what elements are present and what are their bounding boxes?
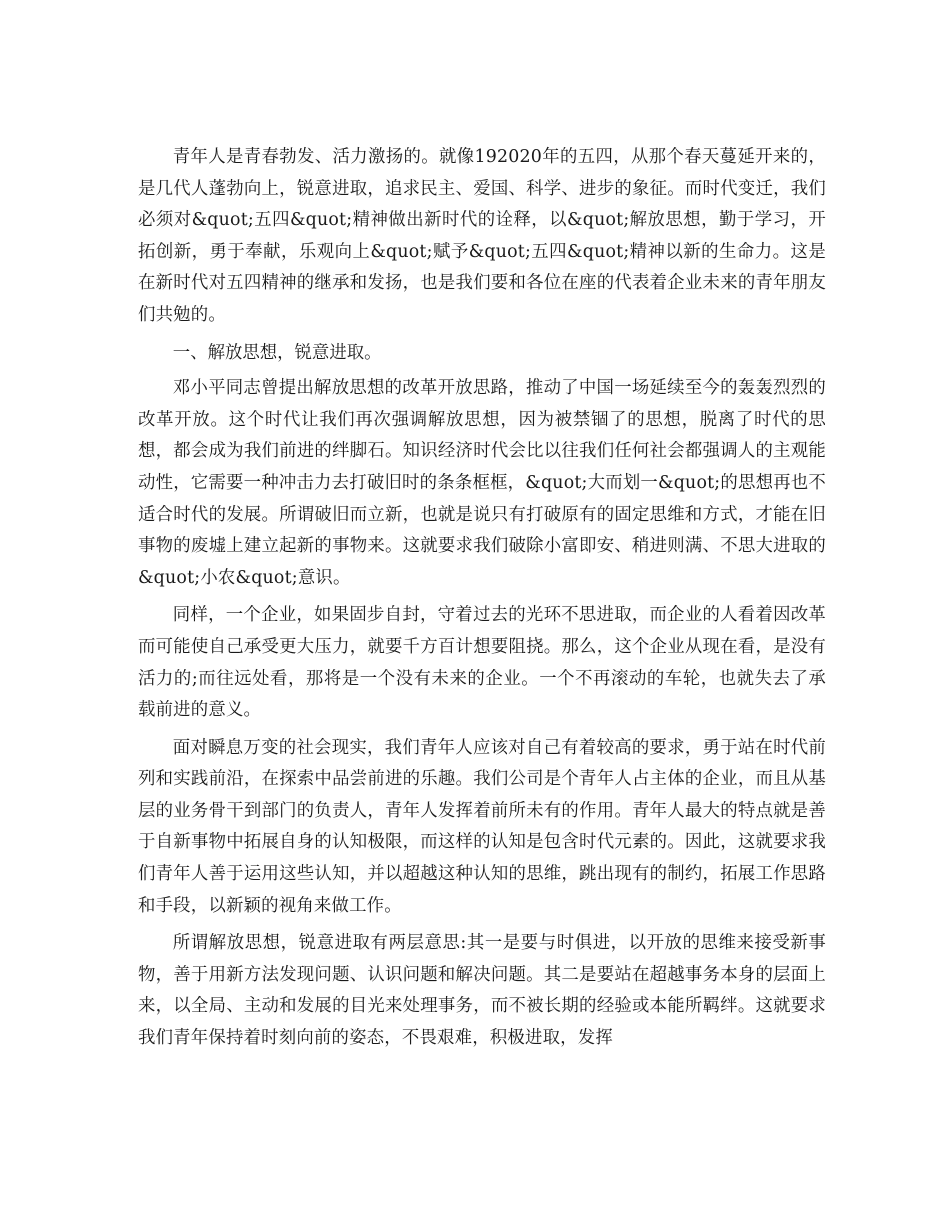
paragraph-intro: 青年人是青春勃发、活力激扬的。就像192020年的五四，从那个春天蔓延开来的，是几代人蓬勃向上，锐意进取，追求民主、爱国、科学、进步的象征。而时代变迁，我们必须对&quot;五四&quot;精神做出新时代的诠释，以&quot;解放思想，勤于学习，开拓创新，勇于奉献，乐观向上&quot;赋予&quot;五四&quot;精神以新的生命力。这是在新时代对五四精神的继承和发扬，也是我们要和各位在座的代表着企业未来的青年朋友们共勉的。 (138, 147, 826, 325)
paragraph-enterprise: 同样，一个企业，如果固步自封，守着过去的光环不思进取，而企业的人看着因改革而可能使自己承受更大压力，就要千方百计想要阻挠。那么，这个企业从现在看，是没有活力的;而往远处看，那将是一个没有未来的企业。一个不再滚动的车轮，也就失去了承载前进的意义。 (138, 605, 826, 721)
paragraph-two-meanings: 所谓解放思想，锐意进取有两层意思:其一是要与时俱进，以开放的思维来接受新事物，善于用新方法发现问题、认识问题和解决问题。其二是要站在超越事务本身的层面上来，以全局、主动和发展的目光来处理事务，而不被长期的经验或本能所羁绊。这就要求我们青年保持着时刻向前的姿态，不畏艰难，积极进取，发挥 (138, 933, 826, 1049)
document-body (138, 142, 826, 1061)
section-heading-liberate-thought: 一、解放思想，锐意进取。 (172, 342, 382, 363)
paragraph-social-reality: 面对瞬息万变的社会现实，我们青年人应该对自己有着较高的要求，勇于站在时代前列和实践前沿，在探索中品尝前进的乐趣。我们公司是个青年人占主体的企业，而且从基层的业务骨干到部门的负责人，青年人发挥着前所未有的作用。青年人最大的特点就是善于自新事物中拓展自身的认知极限，而这样的认知是包含时代元素的。因此，这就要求我们青年人善于运用这些认知，并以超越这种认知的思维，跳出现有的制约，拓展工作思路和手段，以新颖的视角来做工作。 (138, 737, 826, 916)
paragraph-deng-xiaoping: 邓小平同志曾提出解放思想的改革开放思路，推动了中国一场延续至今的轰轰烈烈的改革开放。这个时代让我们再次强调解放思想，因为被禁锢了的思想，脱离了时代的思想，都会成为我们前进的绊脚石。知识经济时代会比以往我们任何社会都强调人的主观能动性，它需要一种冲击力去打破旧时的条条框框，&quot;大而划一&quot;的思想再也不适合时代的发展。所谓破旧而立新，也就是说只有打破原有的固定思维和方式，才能在旧事物的废墟上建立起新的事物来。这就要求我们破除小富即安、稍进则满、不思大进取的&quot;小农&quot;意识。 (138, 378, 826, 588)
